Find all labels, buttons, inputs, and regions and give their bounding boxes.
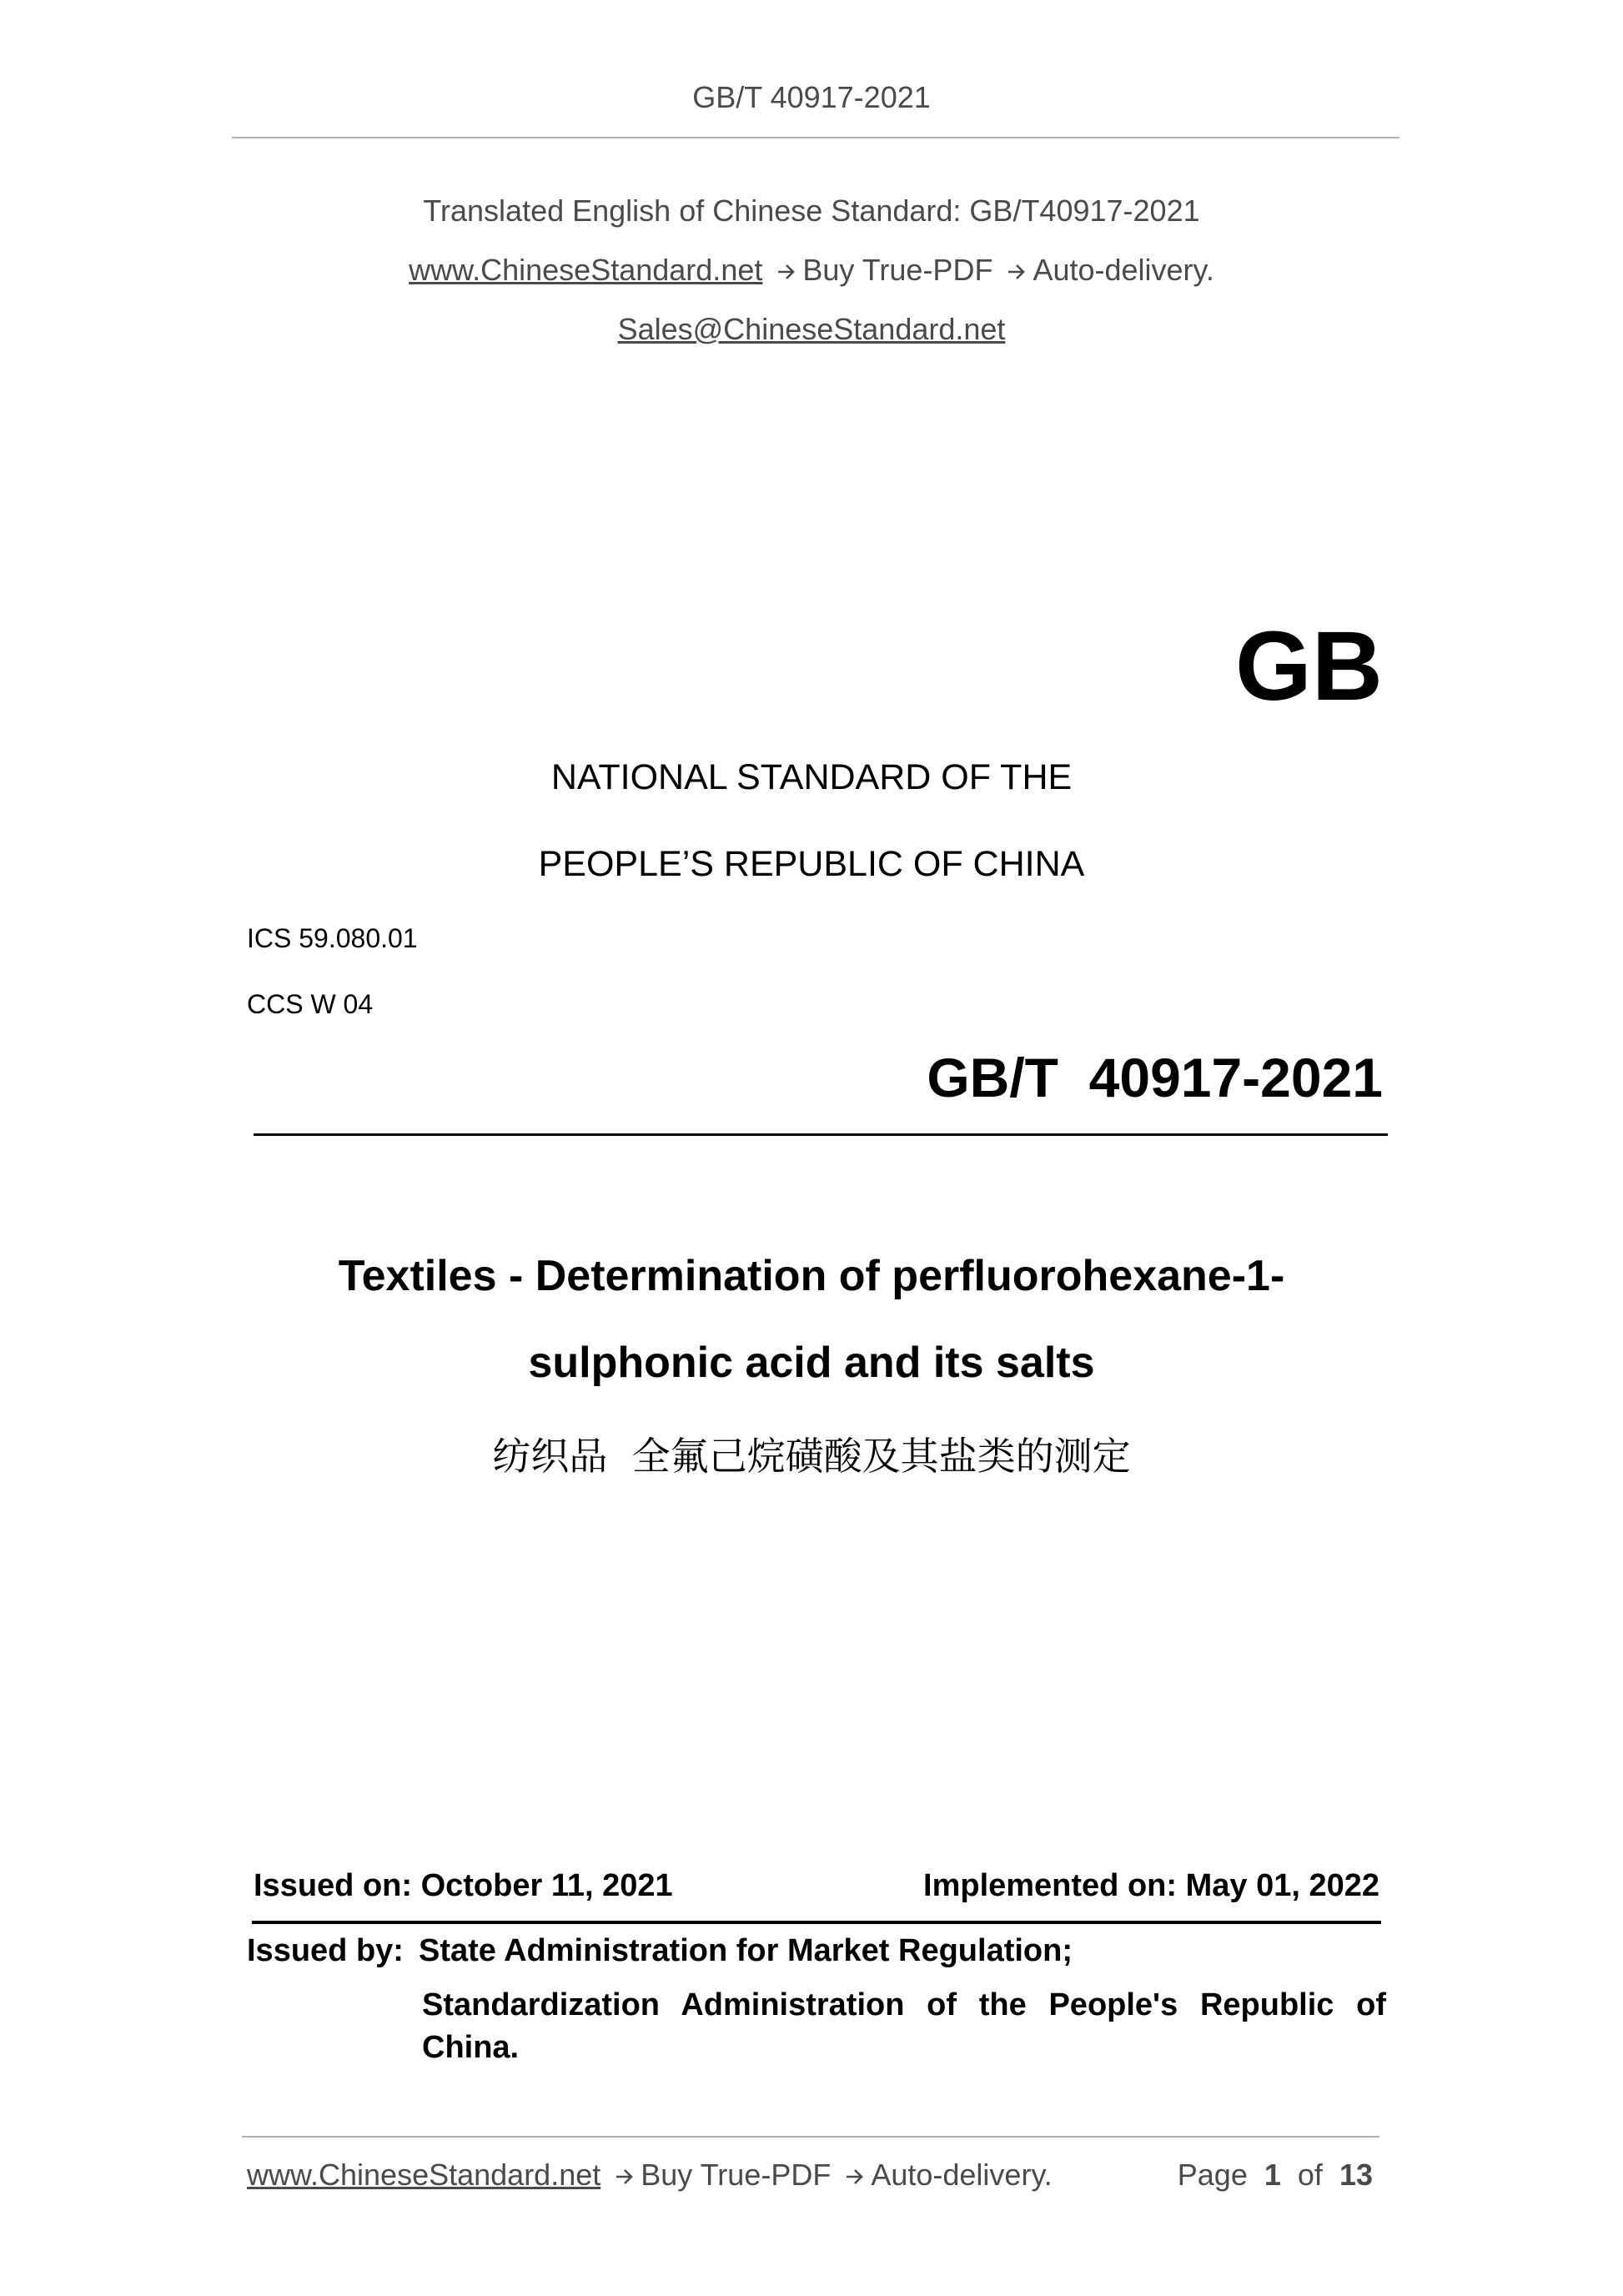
arrow-right-icon	[844, 2166, 866, 2188]
title-en-line2: sulphonic acid and its salts	[528, 1339, 1095, 1387]
email-row	[0, 312, 1623, 347]
standard-number-rule	[254, 1133, 1388, 1136]
promo-line	[0, 253, 1623, 288]
of-label: of	[1297, 2158, 1323, 2192]
footer-site-link[interactable]: www.ChineseStandard.net	[247, 2158, 601, 2192]
footer-buy-text: Buy True-PDF	[641, 2158, 832, 2192]
title-cn: 纺织品 全氟己烷磺酸及其盐类的测定	[492, 1434, 1131, 1479]
buy-text: Buy True-PDF	[802, 253, 993, 287]
ccs-code: CCS W 04	[247, 989, 374, 1019]
page-total: 13	[1339, 2158, 1373, 2192]
issued-on: Issued on: October 11, 2021	[254, 1868, 673, 1903]
issued-by-org2: Standardization Administration of the People's Republic of	[422, 1987, 1386, 2022]
site-link[interactable]: www.ChineseStandard.net	[409, 253, 763, 287]
footer-auto-delivery-text: Auto-delivery.	[871, 2158, 1053, 2192]
page-label: Page	[1177, 2158, 1248, 2192]
page-indicator	[1178, 2158, 1373, 2193]
arrow-right-icon	[776, 261, 797, 283]
sales-email-link[interactable]: Sales@ChineseStandard.net	[617, 312, 1006, 346]
auto-delivery-text: Auto-delivery.	[1033, 253, 1214, 287]
implemented-on: Implemented on: May 01, 2022	[923, 1868, 1379, 1903]
footer-promo	[247, 2158, 1053, 2193]
footer-rule	[242, 2136, 1379, 2138]
gb-mark: GB	[1235, 611, 1383, 721]
standard-number: GB/T 40917-2021	[927, 1047, 1383, 1108]
national-standard-line1: NATIONAL STANDARD OF THE	[550, 757, 1073, 797]
dates-rule	[252, 1921, 1381, 1924]
issued-by-label: Issued by:	[247, 1933, 404, 1968]
header-rule	[232, 137, 1399, 138]
arrow-right-icon	[1006, 261, 1028, 283]
national-standard-line2: PEOPLE’S REPUBLIC OF CHINA	[538, 844, 1085, 884]
issued-by-org1: State Administration for Market Regulation;	[419, 1933, 1073, 1968]
translation-note: Translated English of Chinese Standard: GB/T40917-2021	[423, 193, 1200, 228]
running-header: GB/T 40917-2021	[692, 80, 931, 114]
issued-by-org2-cont: China.	[422, 2030, 520, 2065]
page-number: 1	[1264, 2158, 1281, 2192]
ics-code: ICS 59.080.01	[247, 923, 418, 953]
arrow-right-icon	[614, 2166, 636, 2188]
title-en-line1: Textiles - Determination of perfluorohexane-1-	[338, 1252, 1285, 1300]
